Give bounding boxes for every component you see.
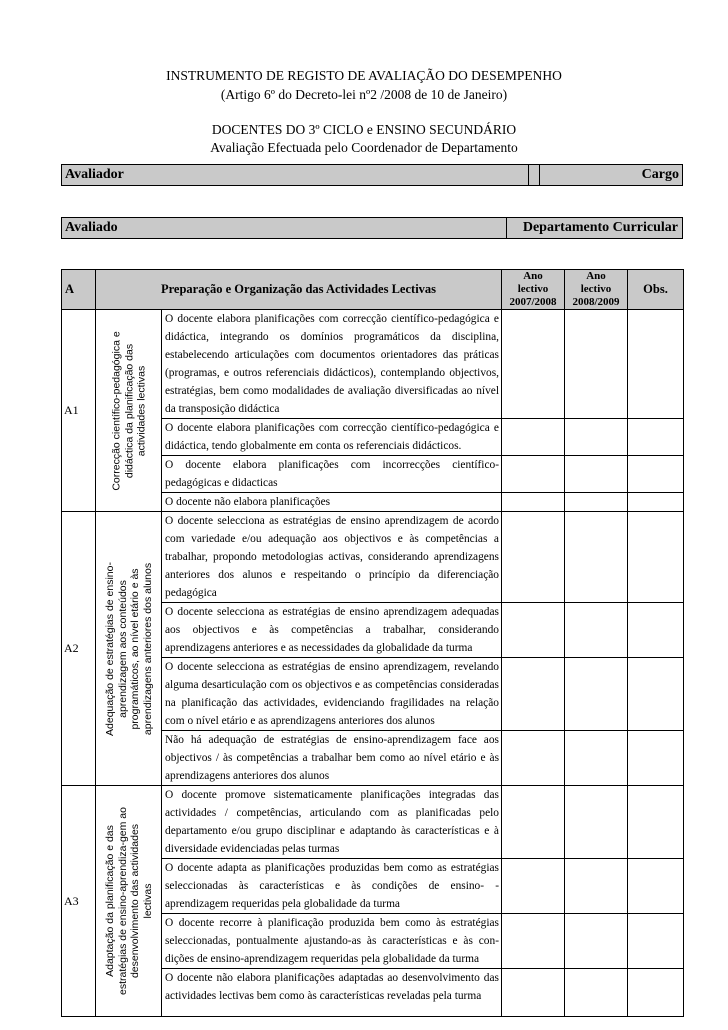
obs-cell[interactable]: [628, 419, 684, 456]
criterion-label-cell: [96, 786, 162, 1017]
target-group: DOCENTES DO 3º CICLO e ENSINO SECUNDÁRIO: [211, 122, 517, 137]
obs-cell[interactable]: [628, 512, 684, 603]
criterion-code: A1: [62, 310, 96, 512]
table-header-row: [62, 270, 684, 310]
score-cell-2008[interactable]: [565, 969, 628, 1017]
score-cell-2008[interactable]: [565, 603, 628, 658]
obs-header: Obs.: [628, 270, 684, 310]
divider: [528, 165, 529, 185]
document-title: INSTRUMENTO DE REGISTO DE AVALIAÇÃO DO DESEMPENHO: [166, 68, 562, 83]
col-a-header: A: [62, 270, 96, 310]
descriptor: O docente não elabora planificações adaptadas ao desenvolvimento das actividades lectivas bem como às características reveladas pela turma: [162, 969, 502, 1017]
department-label: Departamento Curricular: [522, 220, 678, 235]
criterion-label-cell: [96, 310, 162, 512]
criterion-label: Adequação de estratégias de ensino-aprendizagem aos conteúdos programáticos, ao nível etário e às aprendizagens anteriores dos alunos: [103, 561, 153, 736]
year-2007-header: [502, 270, 565, 310]
divider: [539, 165, 540, 185]
evaluatee-label: Avaliado: [65, 220, 118, 235]
section-title: Preparação e Organização das Actividades Lectivas: [96, 270, 502, 310]
year-label: Ano: [523, 270, 543, 282]
descriptor: O docente promove sistematicamente planificações integradas das actividades / competências, articulando com as planificadas pelo departamento e/ou grupo disciplinar e adaptando às características e à diversidade evidenciadas pelas turmas: [162, 786, 502, 859]
score-cell-2007[interactable]: [502, 786, 565, 859]
evaluator-row: [61, 164, 683, 186]
year-label: 2008/2009: [572, 296, 620, 308]
descriptor: O docente selecciona as estratégias de ensino aprendizagem, revelando alguma desarticulação com os objectivos e as competências consideradas na planificação das actividades, evidenciando fragilidades na relação com o nível etário e as aprendizagens anteriores dos alunos: [162, 658, 502, 731]
criterion-code: A2: [62, 512, 96, 786]
score-cell-2008[interactable]: [565, 512, 628, 603]
divider: [506, 218, 507, 238]
year-label: lectivo: [517, 283, 549, 295]
descriptor: O docente elabora planificações com incorrecções científico-pedagógicas e didacticas: [162, 456, 502, 493]
table-row: [62, 310, 684, 419]
year-label: lectivo: [580, 283, 612, 295]
obs-cell[interactable]: [628, 786, 684, 859]
score-cell-2007[interactable]: [502, 493, 565, 512]
descriptor: Não há adequação de estratégias de ensino-aprendizagem face aos objectivos / às competências a trabalhar bem como ao nível etário e às aprendizagens anteriores dos alunos: [162, 731, 502, 786]
score-cell-2007[interactable]: [502, 419, 565, 456]
criterion-label: Adaptação da planificação e das estratégias de ensino-aprendiza-gem ao desenvolvimento das actividades lectivas: [103, 807, 153, 995]
criterion-label-cell: [96, 512, 162, 786]
score-cell-2008[interactable]: [565, 731, 628, 786]
descriptor: O docente não elabora planificações: [162, 493, 502, 512]
year-label: Ano: [586, 270, 606, 282]
criterion-label: Correcção científico-pedagógica e didáctica da planificação das actividades lectivas: [109, 330, 147, 491]
score-cell-2007[interactable]: [502, 969, 565, 1017]
score-cell-2008[interactable]: [565, 914, 628, 969]
score-cell-2008[interactable]: [565, 493, 628, 512]
evaluation-table: [61, 269, 684, 1017]
obs-cell[interactable]: [628, 493, 684, 512]
score-cell-2007[interactable]: [502, 731, 565, 786]
score-cell-2008[interactable]: [565, 419, 628, 456]
document-subtitle: (Artigo 6º do Decreto-lei nº2 /2008 de 10 de Janeiro): [220, 87, 508, 102]
table-row: [62, 786, 684, 859]
evaluation-type: Avaliação Efectuada pelo Coordenador de Departamento: [210, 140, 518, 155]
year-label: 2007/2008: [509, 296, 557, 308]
descriptor: O docente elabora planificações com correcção científico-pedagógica e didáctica, tendo globalmente em conta os referenciais didácticos.: [162, 419, 502, 456]
score-cell-2007[interactable]: [502, 512, 565, 603]
descriptor: O docente selecciona as estratégias de ensino aprendizagem adequadas aos objectivos e às competências a trabalhar, considerando aprendizagens anteriores e as necessidades da globalidade da turma: [162, 603, 502, 658]
descriptor: O docente recorre à planificação produzida bem como às estratégias seleccionadas, pontualmente ajustando-as às características e às con-dições de ensino-aprendizagem requeridas pela globalidade da turma: [162, 914, 502, 969]
evaluatee-row: [61, 217, 683, 239]
evaluator-label: Avaliador: [65, 167, 124, 182]
score-cell-2008[interactable]: [565, 310, 628, 419]
criterion-code: A3: [62, 786, 96, 1017]
score-cell-2008[interactable]: [565, 456, 628, 493]
descriptor: O docente selecciona as estratégias de ensino aprendizagem de acordo com variedade e/ou adequação aos objectivos e às competências a trabalhar, propondo metodologias activas, considerando aprendizagens anteriores dos alunos e respeitando o princípio da diferenciação pedagógica: [162, 512, 502, 603]
score-cell-2007[interactable]: [502, 456, 565, 493]
obs-cell[interactable]: [628, 658, 684, 731]
obs-cell[interactable]: [628, 456, 684, 493]
score-cell-2007[interactable]: [502, 658, 565, 731]
obs-cell[interactable]: [628, 859, 684, 914]
score-cell-2007[interactable]: [502, 310, 565, 419]
obs-cell[interactable]: [628, 603, 684, 658]
score-cell-2008[interactable]: [565, 658, 628, 731]
year-2008-header: [565, 270, 628, 310]
obs-cell[interactable]: [628, 731, 684, 786]
obs-cell[interactable]: [628, 914, 684, 969]
score-cell-2008[interactable]: [565, 786, 628, 859]
score-cell-2007[interactable]: [502, 603, 565, 658]
score-cell-2007[interactable]: [502, 914, 565, 969]
score-cell-2008[interactable]: [565, 859, 628, 914]
obs-cell[interactable]: [628, 969, 684, 1017]
score-cell-2007[interactable]: [502, 859, 565, 914]
position-label: Cargo: [641, 167, 679, 182]
descriptor: O docente elabora planificações com correcção científico-pedagógica e didáctica, integrando os domínios programáticos da disciplina, estabelecendo articulações com documentos orientadores das práticas (programas, e outros referenciais didácticos), contemplando objectivos, estratégias, bem como modalidades de avaliação diversificadas ao nível da transposição didáctica: [162, 310, 502, 419]
descriptor: O docente adapta as planificações produzidas bem como as estratégias seleccionadas às características e às condições de ensino- - aprendizagem requeridas pela globalidade da turma: [162, 859, 502, 914]
table-row: [62, 512, 684, 603]
obs-cell[interactable]: [628, 310, 684, 419]
